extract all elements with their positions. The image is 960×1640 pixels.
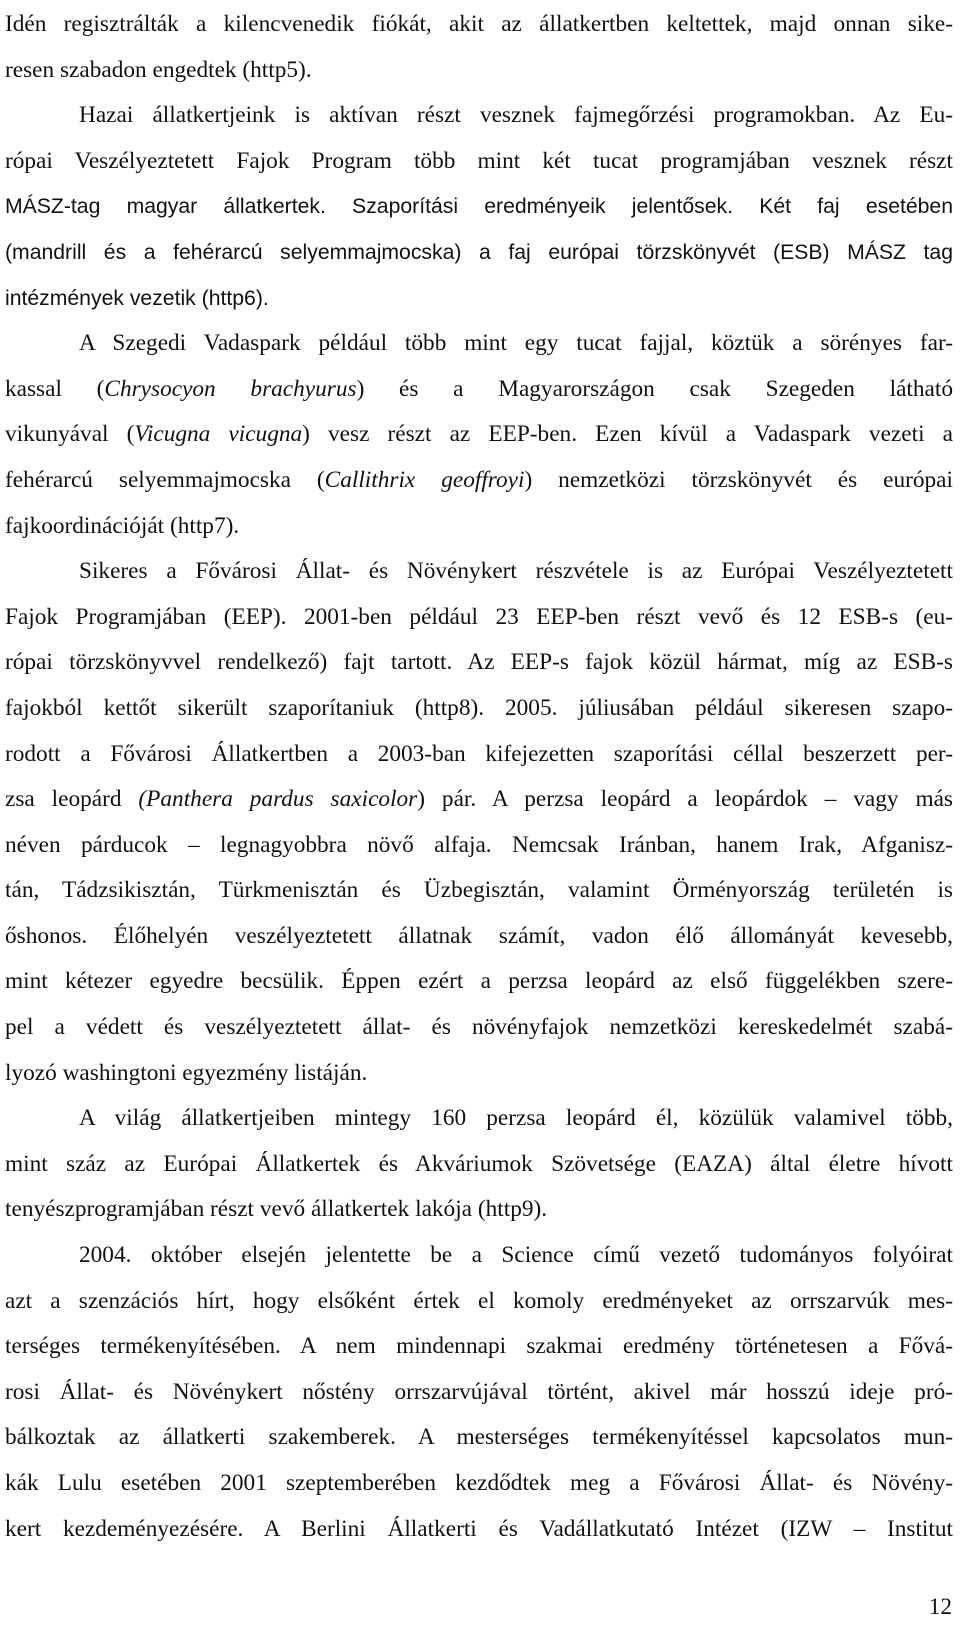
text-segment: ) és a Magyarországon csak Szegeden látható	[356, 375, 953, 402]
text-line	[5, 230, 953, 276]
text-segment: Hazai állatkertjeink is aktívan részt vesznek fajmegőrzési programokban. Az Eu-	[79, 102, 953, 129]
italic-species-name: Chrysocyon brachyurus	[104, 375, 357, 402]
text-segment: ) vesz részt az EEP-ben. Ezen kívül a Vadaspark vezeti a	[302, 421, 953, 448]
text-line	[5, 1187, 953, 1233]
text-line	[5, 732, 953, 778]
text-segment: bálkoztak az állatkerti szakemberek. A mesterséges termékenyítéssel kapcsolatos mun-	[5, 1424, 953, 1451]
text-segment: MÁSZ-tag magyar állatkertek. Szaporítási eredményeik jelentősek. Két faj esetében	[5, 195, 953, 219]
text-line	[5, 868, 953, 914]
text-segment: (mandrill és a fehérarcú selyemmajmocska) a faj európai törzskönyvét (ESB) MÁSZ tag	[5, 240, 953, 264]
text-segment: fajokból kettőt sikerült szaporítaniuk (http8). 2005. júliusában például sikeresen szapo-	[5, 694, 953, 721]
text-line	[5, 823, 953, 869]
text-line	[5, 1005, 953, 1051]
text-segment: 2004. október elsején jelentette be a Science című vezető tudományos folyóirat	[79, 1242, 953, 1269]
text-segment: terséges termékenyítésében. A nem mindennapi szakmai eredmény történetesen a Fővá-	[5, 1333, 953, 1360]
text-segment: A Szegedi Vadaspark például több mint egy tucat fajjal, köztük a sörényes far-	[79, 330, 953, 357]
text-segment: fehérarcú selyemmajmocska (	[5, 466, 325, 493]
text-line	[5, 914, 953, 960]
text-segment: Idén regisztrálták a kilencvenedik fiókát, akit az állatkertben keltettek, majd onnan sike-	[5, 11, 953, 37]
text-line	[5, 458, 953, 504]
italic-species-name: Vicugna vicugna	[134, 421, 303, 448]
text-segment: kák Lulu esetében 2001 szeptemberében kezdődtek meg a Fővárosi Állat- és Növény-	[5, 1470, 953, 1496]
text-line	[5, 1051, 953, 1097]
text-segment: vikunyával (	[5, 421, 135, 448]
text-segment: kert kezdeményezésére. A Berlini Állatkerti és Vadállatkutató Intézet (IZW – Institut	[5, 1515, 953, 1542]
text-segment: kassal (	[5, 375, 105, 402]
text-segment: mint kétezer egyedre becsülik. Éppen ezért a perzsa leopárd az első függelékben szere-	[5, 968, 953, 995]
text-line	[5, 1233, 953, 1279]
text-line	[5, 1370, 953, 1416]
text-segment: zsa leopárd	[5, 786, 139, 813]
text-line	[5, 321, 953, 367]
text-segment: ) pár. A perzsa leopárd a leopárdok – vagy más	[417, 786, 953, 813]
text-segment: rópai törzskönyvvel rendelkező) fajt tartott. Az EEP-s fajok közül hármat, míg az ESB-s	[5, 649, 953, 676]
text-line	[5, 1324, 953, 1370]
text-line	[5, 48, 953, 94]
text-line	[5, 1461, 953, 1507]
text-segment: mint száz az Európai Állatkertek és Akváriumok Szövetsége (EAZA) által életre hívott	[5, 1150, 953, 1177]
text-line	[5, 686, 953, 732]
text-line	[5, 1415, 953, 1461]
text-segment: pel a védett és veszélyeztetett állat- és növényfajok nemzetközi kereskedelmét szabá-	[5, 1014, 953, 1041]
text-line	[5, 959, 953, 1005]
text-segment: tenyészprogramjában részt vevő állatkertek lakója (http9).	[5, 1196, 548, 1223]
text-segment: Fajok Programjában (EEP). 2001-ben például 23 EEP-ben részt vevő és 12 ESB-s (eu-	[5, 603, 953, 630]
text-segment: rosi Állat- és Növénykert nőstény orrszarvújával történt, akivel már hosszú ideje pró-	[5, 1378, 953, 1405]
text-line	[5, 93, 953, 139]
text-segment: rópai Veszélyeztetett Fajok Program több mint két tucat programjában vesznek részt	[5, 147, 953, 174]
text-line	[5, 1279, 953, 1325]
text-segment: intézmények vezetik (http6).	[5, 286, 269, 310]
text-line	[5, 1142, 953, 1188]
text-segment: Sikeres a Fővárosi Állat- és Növénykert részvétele is az Európai Veszélyeztetett	[79, 558, 953, 585]
text-line	[5, 1507, 953, 1553]
text-segment: néven párducok – legnagyobbra növő alfaja. Nemcsak Iránban, hanem Irak, Afganisz-	[5, 831, 953, 858]
document-body	[5, 2, 953, 1552]
text-line	[5, 276, 953, 322]
text-line	[5, 1096, 953, 1142]
text-line	[5, 412, 953, 458]
text-line	[5, 640, 953, 686]
text-line	[5, 184, 953, 230]
text-segment: azt a szenzációs hírt, hogy elsőként értek el komoly eredményeket az orrszarvúk mes-	[5, 1287, 953, 1314]
text-segment: ) nemzetközi törzskönyvét és európai	[524, 466, 953, 493]
page-number: 12	[928, 1594, 952, 1620]
text-line	[5, 139, 953, 185]
text-line	[5, 2, 953, 48]
text-segment: őshonos. Élőhelyén veszélyeztetett állatnak számít, vadon élő állományát kevesebb,	[5, 922, 953, 949]
text-segment: tán, Tádzsikisztán, Türkmenisztán és Üzbegisztán, valamint Örményország területén is	[5, 877, 953, 904]
italic-species-name: Callithrix geoffroyi	[324, 466, 525, 493]
text-segment: resen szabadon engedtek (http5).	[5, 56, 312, 83]
text-line	[5, 367, 953, 413]
italic-species-name: (Panthera pardus saxicolor	[138, 786, 418, 813]
text-line	[5, 595, 953, 641]
text-segment: fajkoordinációját (http7).	[5, 512, 240, 539]
text-segment: rodott a Fővárosi Állatkertben a 2003-ban kifejezetten szaporítási céllal beszerzett per-	[5, 740, 953, 767]
text-segment: lyozó washingtoni egyezmény listáján.	[5, 1059, 368, 1086]
text-line	[5, 549, 953, 595]
text-line	[5, 777, 953, 823]
text-segment: A világ állatkertjeiben mintegy 160 perzsa leopárd él, közülük valamivel több,	[79, 1105, 953, 1132]
text-line	[5, 504, 953, 550]
